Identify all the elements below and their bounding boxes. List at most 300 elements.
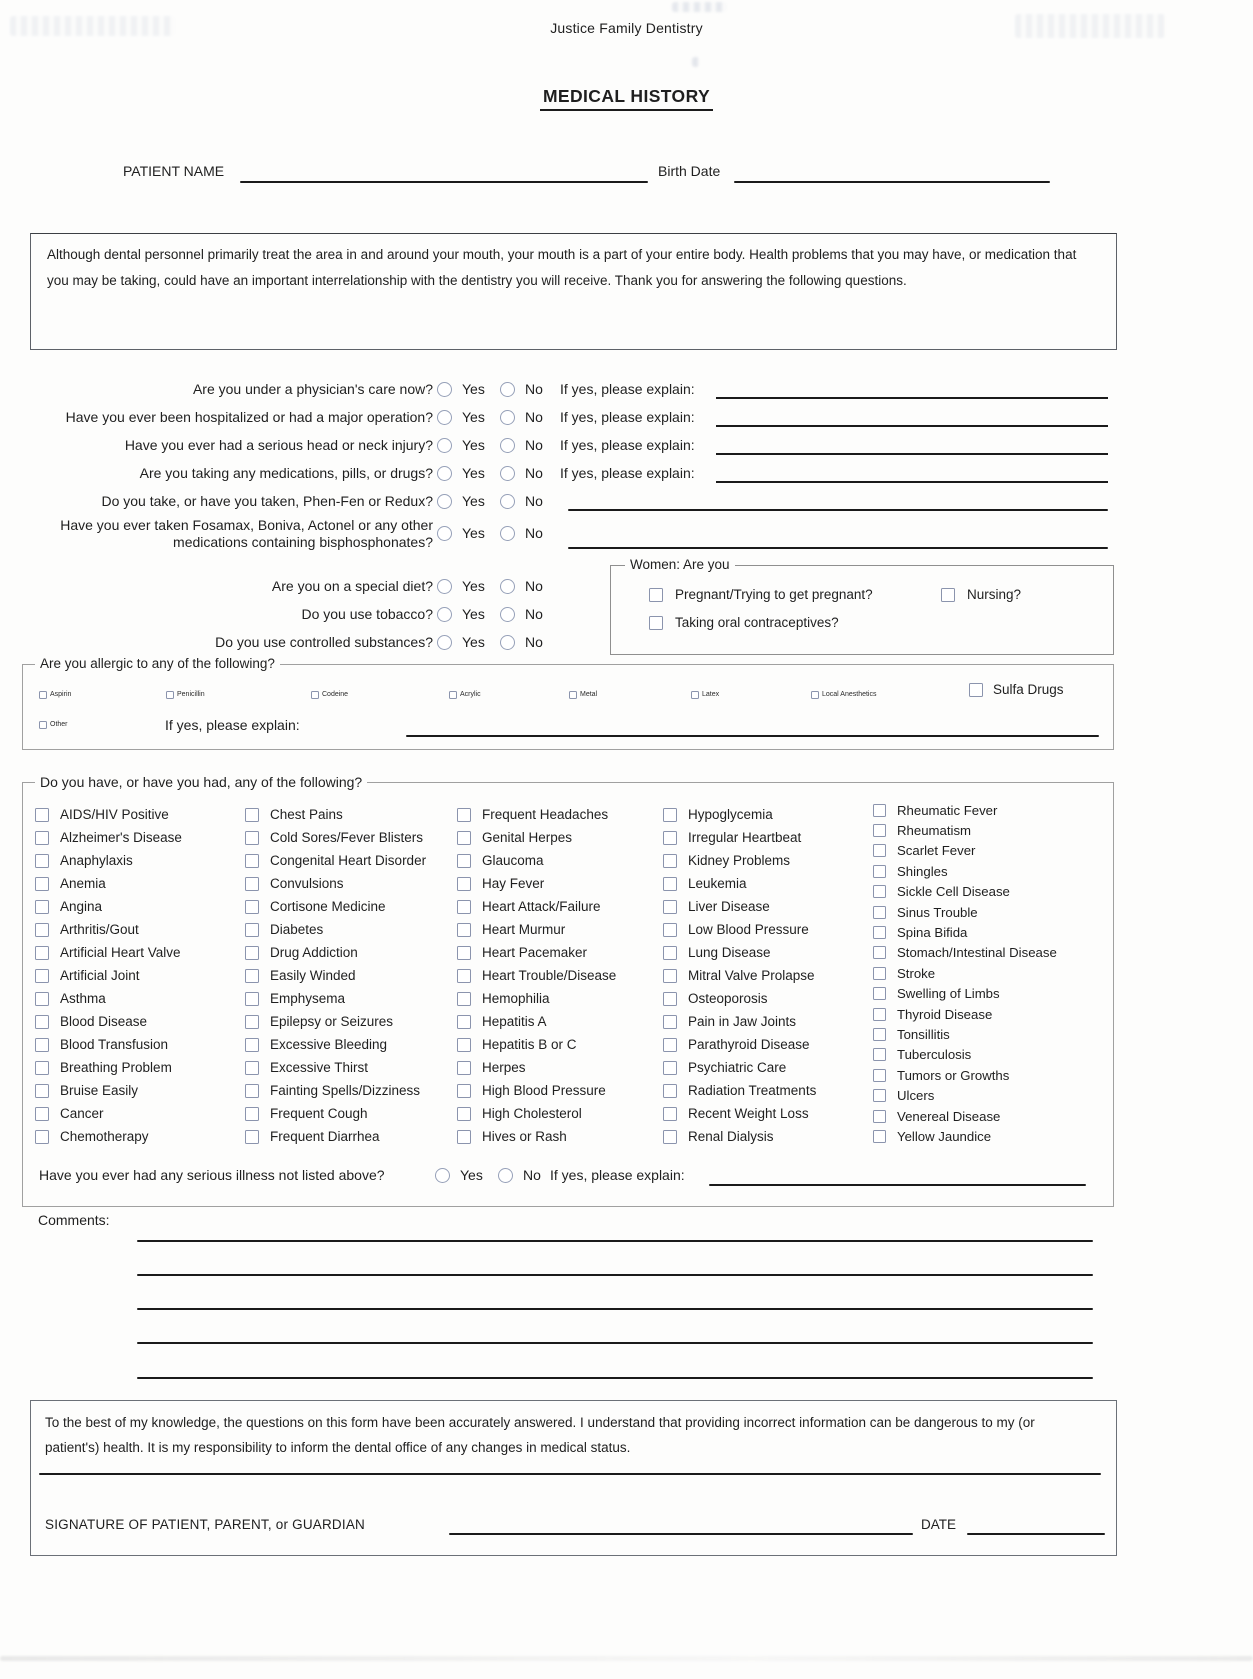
- women-legend: Women: Are you: [625, 557, 735, 572]
- condition-item: [245, 987, 426, 1010]
- condition-label: Heart Pacemaker: [482, 945, 588, 960]
- condition-item: [663, 849, 816, 872]
- allergy-checkbox-metal[interactable]: [569, 691, 577, 699]
- condition-checkbox[interactable]: [35, 946, 49, 960]
- condition-item: [245, 918, 426, 941]
- condition-label: Heart Trouble/Disease: [482, 968, 617, 983]
- condition-checkbox[interactable]: [663, 1038, 677, 1052]
- condition-label: Tonsillitis: [897, 1026, 950, 1042]
- condition-checkbox[interactable]: [35, 900, 49, 914]
- condition-checkbox[interactable]: [873, 1069, 886, 1082]
- condition-item: [663, 1102, 816, 1125]
- condition-label: Recent Weight Loss: [688, 1106, 809, 1121]
- no-radio[interactable]: [500, 607, 515, 622]
- condition-checkbox[interactable]: [245, 969, 259, 983]
- condition-label: High Blood Pressure: [482, 1083, 606, 1098]
- condition-checkbox[interactable]: [873, 1089, 886, 1102]
- condition-checkbox[interactable]: [873, 885, 886, 898]
- serious-illness-explain-label: If yes, please explain:: [550, 1167, 685, 1183]
- condition-checkbox[interactable]: [245, 1038, 259, 1052]
- allergy-label: Local Anesthetics: [822, 691, 877, 698]
- condition-label: Blood Disease: [60, 1014, 148, 1029]
- condition-label: Mitral Valve Prolapse: [688, 968, 815, 983]
- condition-label: Pain in Jaw Joints: [688, 1014, 797, 1029]
- condition-item: [35, 1125, 182, 1148]
- yes-label: Yes: [462, 381, 485, 397]
- conditions-column-1: [35, 803, 182, 1148]
- condition-checkbox[interactable]: [873, 865, 886, 878]
- condition-label: Hemophilia: [482, 991, 550, 1006]
- yes-radio[interactable]: [437, 382, 452, 397]
- condition-label: Easily Winded: [270, 968, 356, 983]
- condition-checkbox[interactable]: [35, 1061, 49, 1075]
- pregnant-label: Pregnant/Trying to get pregnant?: [675, 587, 873, 602]
- condition-item: [873, 984, 1057, 1004]
- condition-checkbox[interactable]: [873, 926, 886, 939]
- condition-checkbox[interactable]: [35, 1107, 49, 1121]
- condition-label: Thyroid Disease: [897, 1006, 993, 1022]
- condition-checkbox[interactable]: [663, 1107, 677, 1121]
- condition-item: [457, 964, 616, 987]
- no-radio[interactable]: [500, 635, 515, 650]
- serious-illness-yes-radio[interactable]: [435, 1168, 450, 1183]
- allergy-checkbox-codeine[interactable]: [311, 691, 319, 699]
- conditions-column-5: [873, 800, 1057, 1147]
- condition-label: Herpes: [482, 1060, 526, 1075]
- condition-label: Low Blood Pressure: [688, 922, 809, 937]
- condition-label: Ulcers: [897, 1088, 935, 1104]
- condition-item: [873, 922, 1057, 942]
- condition-item: [457, 872, 616, 895]
- serious-illness-explain-line[interactable]: [709, 1184, 1086, 1186]
- condition-item: [245, 1010, 426, 1033]
- condition-checkbox[interactable]: [663, 900, 677, 914]
- condition-checkbox[interactable]: [35, 923, 49, 937]
- condition-item: [873, 861, 1057, 881]
- no-label: No: [525, 493, 543, 509]
- condition-checkbox[interactable]: [35, 969, 49, 983]
- condition-checkbox[interactable]: [35, 1130, 49, 1144]
- no-radio[interactable]: [500, 494, 515, 509]
- question-text: Are you on a special diet?: [271, 578, 433, 594]
- condition-item: [35, 1102, 182, 1125]
- condition-item: [35, 941, 182, 964]
- condition-checkbox[interactable]: [663, 923, 677, 937]
- condition-item: [873, 1004, 1057, 1024]
- allergy-label: Aspirin: [50, 691, 72, 698]
- condition-label: Frequent Headaches: [482, 807, 609, 822]
- condition-label: Congenital Heart Disorder: [270, 853, 427, 868]
- condition-checkbox[interactable]: [245, 808, 259, 822]
- condition-item: [457, 849, 616, 872]
- question-row-bisphosphonates: [20, 517, 1120, 551]
- condition-checkbox[interactable]: [245, 877, 259, 891]
- acknowledgment-text: To the best of my knowledge, the questions on this form have been accurately answered. I understand that providing incorrect information can be dangerous to my (or patient's) health. It is my responsibility to inform the dental office of any changes in medical status.: [45, 1415, 1035, 1455]
- explain-line[interactable]: [716, 453, 1108, 455]
- condition-checkbox[interactable]: [873, 906, 886, 919]
- condition-item: [35, 1056, 182, 1079]
- scan-artifact: [672, 2, 727, 12]
- sulfa-drugs-checkbox[interactable]: [969, 683, 983, 697]
- allergy-label: Acrylic: [460, 691, 481, 698]
- condition-checkbox[interactable]: [457, 923, 471, 937]
- condition-item: [457, 803, 616, 826]
- yes-radio[interactable]: [437, 607, 452, 622]
- conditions-column-4: [663, 803, 816, 1148]
- condition-label: Leukemia: [688, 876, 747, 891]
- condition-label: Drug Addiction: [270, 945, 358, 960]
- condition-item: [35, 872, 182, 895]
- explain-line[interactable]: [716, 397, 1108, 399]
- condition-checkbox[interactable]: [457, 1038, 471, 1052]
- condition-item: [245, 1079, 426, 1102]
- yes-radio[interactable]: [437, 579, 452, 594]
- allergy-explain-label: If yes, please explain:: [165, 717, 300, 733]
- date-line[interactable]: [967, 1533, 1105, 1535]
- form-title-wrap: [0, 86, 1253, 111]
- condition-label: Osteoporosis: [688, 991, 768, 1006]
- condition-checkbox[interactable]: [457, 1084, 471, 1098]
- allergy-label: Penicillin: [177, 691, 205, 698]
- condition-checkbox[interactable]: [245, 1130, 259, 1144]
- condition-checkbox[interactable]: [35, 1084, 49, 1098]
- condition-checkbox[interactable]: [457, 877, 471, 891]
- condition-label: Liver Disease: [688, 899, 770, 914]
- allergy-checkbox-other[interactable]: [39, 721, 47, 729]
- condition-item: [245, 964, 426, 987]
- condition-label: AIDS/HIV Positive: [60, 807, 169, 822]
- condition-checkbox[interactable]: [663, 1130, 677, 1144]
- condition-checkbox[interactable]: [457, 946, 471, 960]
- yes-label: Yes: [462, 578, 485, 594]
- condition-item: [457, 941, 616, 964]
- no-label: No: [525, 578, 543, 594]
- yes-label: Yes: [462, 525, 485, 541]
- phen-fen-answer-line[interactable]: [568, 509, 1108, 511]
- condition-checkbox[interactable]: [663, 877, 677, 891]
- question-text: Do you use tobacco?: [301, 606, 433, 622]
- contraceptives-checkbox[interactable]: [649, 616, 663, 630]
- nursing-checkbox[interactable]: [941, 588, 955, 602]
- condition-label: Scarlet Fever: [897, 843, 976, 859]
- no-label: No: [525, 381, 543, 397]
- condition-label: Radiation Treatments: [688, 1083, 817, 1098]
- condition-item: [663, 941, 816, 964]
- serious-illness-yes-label: Yes: [460, 1167, 483, 1183]
- condition-item: [457, 895, 616, 918]
- condition-checkbox[interactable]: [873, 1008, 886, 1021]
- allergy-label: Codeine: [322, 691, 349, 698]
- condition-label: Hypoglycemia: [688, 807, 773, 822]
- condition-item: [663, 964, 816, 987]
- question-row-hospitalized: [20, 409, 1120, 427]
- condition-item: [663, 1010, 816, 1033]
- condition-checkbox[interactable]: [457, 808, 471, 822]
- condition-checkbox[interactable]: [457, 854, 471, 868]
- no-label: No: [525, 409, 543, 425]
- yes-radio[interactable]: [437, 494, 452, 509]
- condition-item: [457, 1079, 616, 1102]
- condition-checkbox[interactable]: [663, 1061, 677, 1075]
- condition-item: [457, 1010, 616, 1033]
- condition-checkbox[interactable]: [663, 969, 677, 983]
- condition-label: Yellow Jaundice: [897, 1128, 992, 1144]
- other-label: Other: [50, 721, 68, 728]
- condition-item: [873, 800, 1057, 820]
- condition-item: [663, 803, 816, 826]
- condition-checkbox[interactable]: [873, 946, 886, 959]
- condition-item: [35, 918, 182, 941]
- condition-checkbox[interactable]: [245, 1061, 259, 1075]
- condition-checkbox[interactable]: [457, 1130, 471, 1144]
- condition-label: Hepatitis B or C: [482, 1037, 577, 1052]
- condition-checkbox[interactable]: [663, 854, 677, 868]
- question-text: Have you ever taken Fosamax, Boniva, Actonel or any other medications containing bisphosphonates?: [60, 517, 433, 550]
- yes-label: Yes: [462, 634, 485, 650]
- allergy-checkbox-penicillin[interactable]: [166, 691, 174, 699]
- allergy-checkbox-acrylic[interactable]: [449, 691, 457, 699]
- condition-checkbox[interactable]: [35, 877, 49, 891]
- condition-checkbox[interactable]: [663, 946, 677, 960]
- question-text: Are you under a physician's care now?: [192, 381, 433, 397]
- condition-item: [663, 1056, 816, 1079]
- condition-label: Emphysema: [270, 991, 346, 1006]
- condition-item: [35, 826, 182, 849]
- yes-label: Yes: [462, 493, 485, 509]
- allergy-explain-line[interactable]: [406, 735, 1099, 737]
- no-radio[interactable]: [500, 438, 515, 453]
- condition-label: Glaucoma: [482, 853, 544, 868]
- condition-checkbox[interactable]: [245, 1084, 259, 1098]
- condition-label: Anemia: [60, 876, 106, 891]
- condition-checkbox[interactable]: [873, 844, 886, 857]
- acknowledgment-divider: [39, 1473, 1101, 1475]
- condition-checkbox[interactable]: [457, 969, 471, 983]
- condition-item: [245, 941, 426, 964]
- explain-label: If yes, please explain:: [560, 381, 695, 397]
- condition-item: [873, 1085, 1057, 1105]
- condition-item: [663, 826, 816, 849]
- condition-item: [245, 826, 426, 849]
- question-text: Do you take, or have you taken, Phen-Fen or Redux?: [101, 493, 433, 509]
- patient-name-line[interactable]: [240, 181, 648, 183]
- condition-item: [663, 987, 816, 1010]
- condition-label: Stroke: [897, 965, 936, 981]
- condition-label: Heart Murmur: [482, 922, 566, 937]
- birth-date-line[interactable]: [734, 181, 1050, 183]
- condition-checkbox[interactable]: [873, 967, 886, 980]
- condition-checkbox[interactable]: [663, 1084, 677, 1098]
- condition-label: Bruise Easily: [60, 1083, 139, 1098]
- condition-checkbox[interactable]: [663, 808, 677, 822]
- condition-checkbox[interactable]: [35, 808, 49, 822]
- condition-label: Excessive Thirst: [270, 1060, 369, 1075]
- condition-label: Diabetes: [270, 922, 324, 937]
- condition-checkbox[interactable]: [35, 992, 49, 1006]
- allergy-legend: Are you allergic to any of the following?: [35, 656, 280, 671]
- comments-line[interactable]: [137, 1240, 1093, 1242]
- condition-item: [457, 1102, 616, 1125]
- condition-label: Hay Fever: [482, 876, 545, 891]
- condition-checkbox[interactable]: [457, 1015, 471, 1029]
- condition-label: Kidney Problems: [688, 853, 791, 868]
- condition-label: Psychiatric Care: [688, 1060, 787, 1075]
- birth-date-label: Birth Date: [658, 163, 721, 179]
- condition-item: [457, 987, 616, 1010]
- condition-checkbox[interactable]: [245, 946, 259, 960]
- conditions-section: [22, 774, 1114, 1207]
- allergy-label: Latex: [702, 691, 720, 698]
- condition-label: Chest Pains: [270, 807, 343, 822]
- condition-label: Fainting Spells/Dizziness: [270, 1083, 421, 1098]
- condition-checkbox[interactable]: [35, 1038, 49, 1052]
- condition-item: [35, 1079, 182, 1102]
- condition-item: [457, 1125, 616, 1148]
- no-label: No: [525, 634, 543, 650]
- condition-label: Hives or Rash: [482, 1129, 567, 1144]
- condition-item: [245, 1102, 426, 1125]
- allergy-label: Metal: [580, 691, 598, 698]
- condition-checkbox[interactable]: [245, 923, 259, 937]
- question-row-head-neck-injury: [20, 437, 1120, 455]
- question-text: Are you taking any medications, pills, or drugs?: [139, 465, 433, 481]
- condition-checkbox[interactable]: [873, 987, 886, 1000]
- condition-label: Hepatitis A: [482, 1014, 547, 1029]
- condition-item: [35, 803, 182, 826]
- explain-line[interactable]: [716, 425, 1108, 427]
- no-radio[interactable]: [500, 382, 515, 397]
- condition-checkbox[interactable]: [457, 1107, 471, 1121]
- condition-label: Blood Transfusion: [60, 1037, 169, 1052]
- no-radio[interactable]: [500, 466, 515, 481]
- condition-item: [873, 902, 1057, 922]
- condition-item: [873, 820, 1057, 840]
- contraceptives-label: Taking oral contraceptives?: [675, 615, 839, 630]
- condition-label: Tuberculosis: [897, 1047, 972, 1063]
- condition-label: Convulsions: [270, 876, 344, 891]
- explain-line[interactable]: [716, 481, 1108, 483]
- condition-checkbox[interactable]: [873, 1028, 886, 1041]
- condition-checkbox[interactable]: [873, 1130, 886, 1143]
- condition-item: [35, 964, 182, 987]
- condition-label: Asthma: [60, 991, 106, 1006]
- comments-line[interactable]: [137, 1308, 1093, 1310]
- condition-checkbox[interactable]: [245, 992, 259, 1006]
- condition-item: [35, 987, 182, 1010]
- condition-label: Cold Sores/Fever Blisters: [270, 830, 424, 845]
- condition-label: Rheumatism: [897, 823, 972, 839]
- yes-radio[interactable]: [437, 410, 452, 425]
- condition-item: [663, 918, 816, 941]
- condition-item: [457, 826, 616, 849]
- explain-label: If yes, please explain:: [560, 465, 695, 481]
- condition-label: Chemotherapy: [60, 1129, 149, 1144]
- condition-checkbox[interactable]: [873, 804, 886, 817]
- condition-label: High Cholesterol: [482, 1106, 582, 1121]
- yes-radio[interactable]: [437, 466, 452, 481]
- allergy-checkbox-aspirin[interactable]: [39, 691, 47, 699]
- condition-checkbox[interactable]: [457, 831, 471, 845]
- comments-line[interactable]: [137, 1377, 1093, 1379]
- condition-label: Swelling of Limbs: [897, 986, 1000, 1002]
- condition-label: Excessive Bleeding: [270, 1037, 388, 1052]
- condition-item: [873, 1065, 1057, 1085]
- form-title: MEDICAL HISTORY: [540, 86, 713, 111]
- condition-label: Angina: [60, 899, 103, 914]
- yes-radio[interactable]: [437, 635, 452, 650]
- condition-label: Rheumatic Fever: [897, 802, 998, 818]
- condition-checkbox[interactable]: [457, 992, 471, 1006]
- yes-label: Yes: [462, 409, 485, 425]
- condition-item: [873, 882, 1057, 902]
- condition-item: [873, 1024, 1057, 1044]
- condition-checkbox[interactable]: [457, 1061, 471, 1075]
- condition-checkbox[interactable]: [245, 1107, 259, 1121]
- condition-checkbox[interactable]: [245, 831, 259, 845]
- condition-label: Stomach/Intestinal Disease: [897, 945, 1057, 961]
- bisphosphonates-answer-line[interactable]: [568, 547, 1108, 549]
- no-radio[interactable]: [500, 410, 515, 425]
- condition-checkbox[interactable]: [873, 1110, 886, 1123]
- condition-checkbox[interactable]: [245, 900, 259, 914]
- condition-label: Arthritis/Gout: [60, 922, 139, 937]
- condition-item: [663, 1079, 816, 1102]
- serious-illness-text: Have you ever had any serious illness not listed above?: [39, 1167, 385, 1183]
- condition-item: [873, 841, 1057, 861]
- condition-checkbox[interactable]: [245, 1015, 259, 1029]
- condition-item: [457, 1056, 616, 1079]
- no-radio[interactable]: [500, 526, 515, 541]
- condition-label: Epilepsy or Seizures: [270, 1014, 394, 1029]
- condition-label: Spina Bifida: [897, 925, 968, 941]
- condition-checkbox[interactable]: [663, 831, 677, 845]
- allergy-checkbox-latex[interactable]: [691, 691, 699, 699]
- yes-label: Yes: [462, 437, 485, 453]
- no-radio[interactable]: [500, 579, 515, 594]
- comments-line[interactable]: [137, 1342, 1093, 1344]
- allergy-checkbox-local-anesthetics[interactable]: [811, 691, 819, 699]
- condition-checkbox[interactable]: [457, 900, 471, 914]
- women-section: [610, 557, 1114, 655]
- condition-item: [457, 918, 616, 941]
- condition-label: Breathing Problem: [60, 1060, 172, 1075]
- yes-radio[interactable]: [437, 438, 452, 453]
- patient-name-label: PATIENT NAME: [123, 163, 225, 179]
- condition-item: [35, 849, 182, 872]
- condition-checkbox[interactable]: [245, 854, 259, 868]
- comments-line[interactable]: [137, 1274, 1093, 1276]
- pregnant-checkbox[interactable]: [649, 588, 663, 602]
- condition-label: Tumors or Growths: [897, 1067, 1010, 1083]
- condition-checkbox[interactable]: [35, 854, 49, 868]
- condition-label: Anaphylaxis: [60, 853, 133, 868]
- condition-checkbox[interactable]: [663, 1015, 677, 1029]
- condition-item: [35, 1010, 182, 1033]
- condition-item: [873, 963, 1057, 983]
- condition-checkbox[interactable]: [35, 831, 49, 845]
- condition-checkbox[interactable]: [873, 824, 886, 837]
- no-label: No: [525, 525, 543, 541]
- condition-checkbox[interactable]: [663, 992, 677, 1006]
- serious-illness-no-radio[interactable]: [498, 1168, 513, 1183]
- condition-label: Shingles: [897, 863, 948, 879]
- yes-radio[interactable]: [437, 526, 452, 541]
- condition-item: [245, 895, 426, 918]
- signature-line[interactable]: [449, 1533, 913, 1535]
- condition-checkbox[interactable]: [873, 1048, 886, 1061]
- signature-label: SIGNATURE OF PATIENT, PARENT, or GUARDIAN: [45, 1517, 365, 1532]
- condition-checkbox[interactable]: [35, 1015, 49, 1029]
